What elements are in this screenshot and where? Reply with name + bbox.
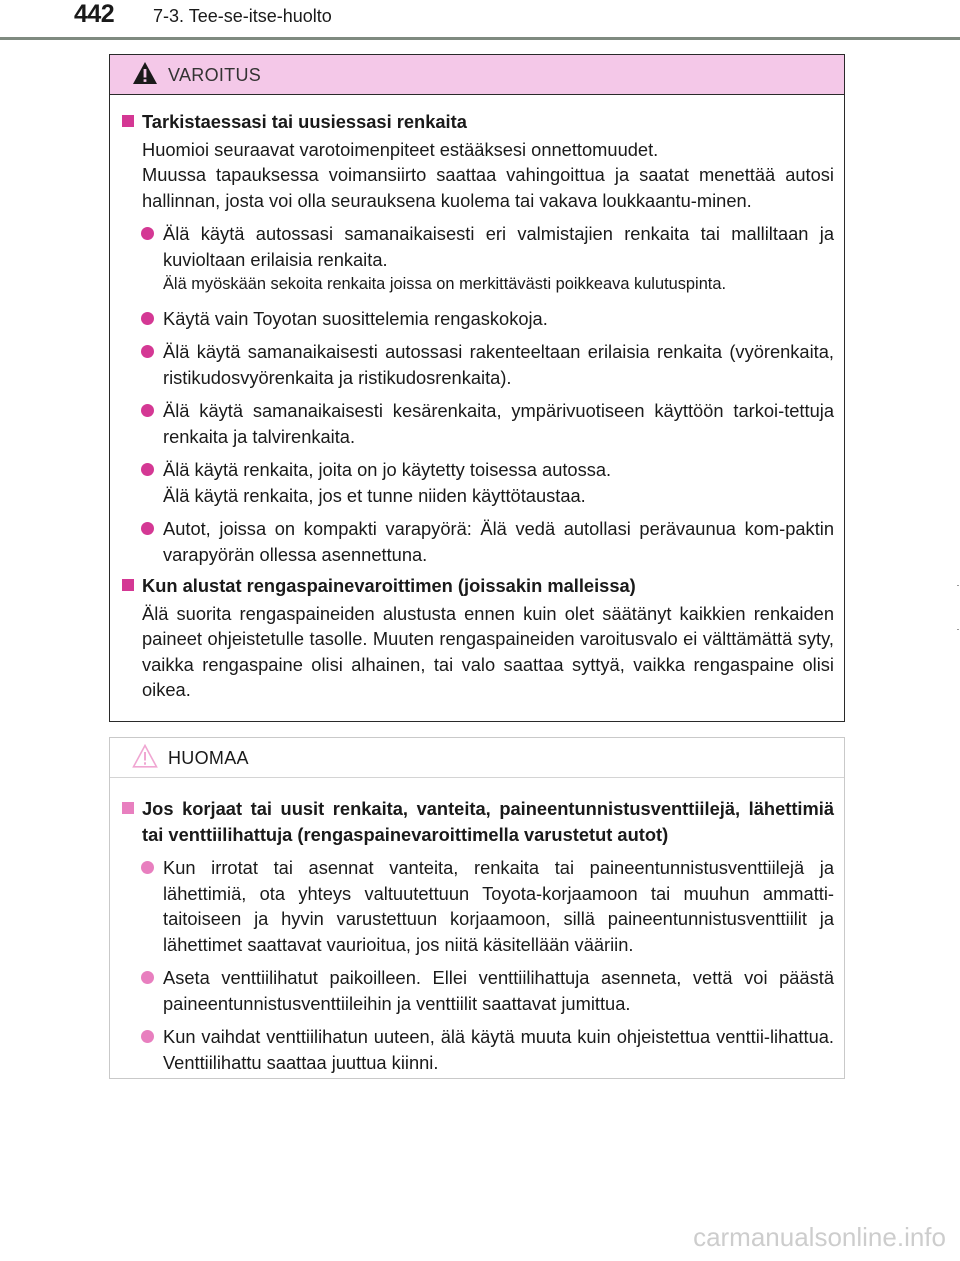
notice-box xyxy=(109,737,845,1079)
watermark: carmanualsonline.info xyxy=(693,1222,946,1252)
warning-box xyxy=(109,54,845,722)
round-bullet-icon xyxy=(141,971,154,984)
page-number: 442 xyxy=(74,0,115,28)
body-text: Älä suorita rengaspaineiden alustusta ennen kuin olet säätänyt kaikkien renkaiden paineet ohjeistetulle tasolle. Muuten rengaspaineiden varoitusvalo ei välttämättä syty, vaikka rengaspaine olisi alhainen, tai valo saattaa syttyä, vaikka rengaspaine olisi oikea. xyxy=(142,602,834,700)
header-rule xyxy=(0,37,960,40)
warning-box-body xyxy=(110,95,844,703)
notice-box-header xyxy=(110,738,844,778)
round-bullet-icon xyxy=(141,345,154,358)
notice-box-body xyxy=(110,778,844,1075)
list-item: Aseta venttiilihatut paikoilleen. Ellei venttiilihattuja asenneta, vettä voi päästä paineentunnistusventtiileihin ja venttiilit saattavat jumittua. xyxy=(120,965,834,1016)
list-item: Älä käytä renkaita, joita on jo käytetty toisessa autossa. Älä käytä renkaita, jos et tunne niiden käyttötaustaa. xyxy=(120,457,834,508)
list-item: Älä käytä autossasi samanaikaisesti eri valmistajien renkaita tai malliltaan ja kuvioltaan erilaisia renkaita. Älä myöskään sekoita renkaita joissa on merkittävästi poikkeava kulutuspinta. xyxy=(120,221,834,298)
edge-mark xyxy=(957,629,959,630)
square-bullet-icon xyxy=(122,115,134,127)
section-heading: Kun alustat rengaspainevaroittimen (joissakin malleissa) xyxy=(120,573,834,599)
list-item: Kun vaihdat venttiilihatun uuteen, älä käytä muuta kuin ohjeistettua venttii-lihattua. Venttiilihattu saattaa juuttua kiinni. xyxy=(120,1024,834,1075)
warning-triangle-icon xyxy=(132,61,158,85)
round-bullet-icon xyxy=(141,522,154,535)
square-bullet-icon xyxy=(122,802,134,814)
list-item: Käytä vain Toyotan suosittelemia rengaskokoja. xyxy=(120,306,834,332)
edge-mark xyxy=(957,585,959,586)
round-bullet-icon xyxy=(141,404,154,417)
caution-triangle-outline-icon xyxy=(132,744,158,768)
notice-label: HUOMAA xyxy=(168,748,249,768)
warning-box-header xyxy=(110,55,844,95)
round-bullet-icon xyxy=(141,227,154,240)
list-item: Autot, joissa on kompakti varapyörä: Älä vedä autollasi perävaunua kom-paktin varapyörän ollessa asennettuna. xyxy=(120,516,834,567)
list-item: Älä käytä samanaikaisesti kesärenkaita, ympärivuotiseen käyttöön tarkoi-tettuja renkaita ja talvirenkaita. xyxy=(120,398,834,449)
section-title: 7-3. Tee-se-itse-huolto xyxy=(153,6,332,26)
body-text: Muussa tapauksessa voimansiirto saattaa vahingoittua ja saatat menettää autosi hallinnan, josta voi olla seurauksena kuolema tai vakava loukkaantu-minen. xyxy=(142,164,834,211)
warning-label: VAROITUS xyxy=(168,65,262,85)
section-heading: Tarkistaessasi tai uusiessasi renkaita xyxy=(120,109,834,135)
section-heading: Jos korjaat tai uusit renkaita, vanteita, paineentunnistusventtiilejä, lähettimiä tai venttiilihattuja (rengaspainevaroittimella varustetut autot) xyxy=(120,796,834,847)
round-bullet-icon xyxy=(141,312,154,325)
page-header xyxy=(0,0,960,40)
square-bullet-icon xyxy=(122,579,134,591)
list-item: Älä käytä samanaikaisesti autossasi rakenteeltaan erilaisia renkaita (vyörenkaita, ristikudosvyörenkaita ja ristikudosrenkaita). xyxy=(120,339,834,390)
round-bullet-icon xyxy=(141,1030,154,1043)
intro-text: Huomioi seuraavat varotoimenpiteet estääksesi onnettomuudet. xyxy=(142,138,659,160)
round-bullet-icon xyxy=(141,463,154,476)
list-item: Kun irrotat tai asennat vanteita, renkaita tai paineentunnistusventtiilejä ja lähettimiä, ota yhteys valtuutettuun Toyota-korjaamoon tai muuhun ammatti-taitoiseen ja hyvin varustettuun korjaamoon, sillä paineentunnistusventtiilit ja lähettimet saattavat vaurioitua, jos niitä käsitellään vääriin. xyxy=(120,855,834,957)
round-bullet-icon xyxy=(141,861,154,874)
